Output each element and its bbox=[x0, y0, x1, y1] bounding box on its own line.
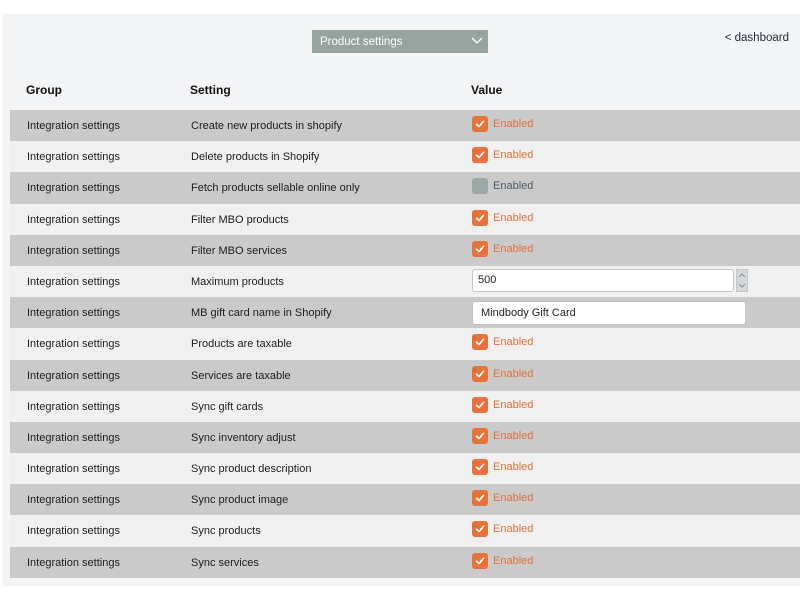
checkbox-label[interactable]: Enabled bbox=[493, 523, 534, 536]
row-group: Integration settings bbox=[27, 307, 120, 320]
checkbox-label[interactable]: Enabled bbox=[493, 180, 534, 193]
number-stepper[interactable] bbox=[736, 269, 748, 292]
table-row bbox=[10, 422, 800, 453]
row-value bbox=[472, 241, 533, 257]
table-row bbox=[10, 141, 800, 172]
checkbox-checked[interactable] bbox=[472, 459, 488, 475]
table-row bbox=[10, 266, 800, 297]
maximum-products-input[interactable] bbox=[472, 269, 734, 292]
row-group: Integration settings bbox=[27, 494, 120, 507]
checkbox-label[interactable]: Enabled bbox=[493, 149, 534, 162]
row-group: Integration settings bbox=[27, 463, 120, 476]
row-setting: Sync gift cards bbox=[191, 400, 264, 413]
checkbox-checked[interactable] bbox=[472, 334, 488, 350]
row-value bbox=[472, 521, 533, 537]
chevron-down-icon bbox=[470, 34, 484, 48]
check-icon bbox=[475, 400, 485, 410]
checkbox-checked[interactable] bbox=[472, 521, 488, 537]
check-icon bbox=[475, 493, 485, 503]
row-group: Integration settings bbox=[27, 338, 120, 351]
checkbox-checked[interactable] bbox=[472, 147, 488, 163]
dropdown-value: Product settings bbox=[320, 35, 403, 48]
check-icon bbox=[475, 431, 485, 441]
check-icon bbox=[475, 244, 485, 254]
table-row bbox=[10, 328, 800, 359]
checkbox-label[interactable]: Enabled bbox=[493, 367, 534, 380]
table-row bbox=[10, 172, 800, 203]
row-value bbox=[472, 553, 533, 569]
row-group: Integration settings bbox=[27, 120, 120, 132]
row-value bbox=[472, 366, 533, 382]
dashboard-link[interactable]: < dashboard bbox=[724, 32, 789, 44]
row-setting: Sync products bbox=[191, 525, 261, 538]
checkbox-label[interactable]: Enabled bbox=[493, 118, 534, 130]
row-setting: Delete products in Shopify bbox=[191, 151, 320, 164]
table-row bbox=[10, 453, 800, 484]
row-group: Integration settings bbox=[27, 431, 120, 444]
row-value bbox=[472, 397, 533, 413]
checkbox-checked[interactable] bbox=[472, 210, 488, 226]
row-setting: Services are taxable bbox=[191, 369, 291, 382]
column-header-group: Group bbox=[26, 83, 62, 97]
table-row bbox=[10, 547, 800, 578]
checkbox-label[interactable]: Enabled bbox=[493, 336, 534, 349]
row-value bbox=[472, 490, 533, 506]
check-icon bbox=[475, 556, 485, 566]
row-value bbox=[472, 334, 533, 350]
row-group: Integration settings bbox=[27, 151, 120, 164]
checkbox-label[interactable]: Enabled bbox=[493, 554, 534, 567]
checkbox-label[interactable]: Enabled bbox=[493, 429, 534, 442]
checkbox-label[interactable]: Enabled bbox=[493, 492, 534, 505]
row-setting: Maximum products bbox=[191, 275, 284, 288]
table-row bbox=[10, 391, 800, 422]
table-row bbox=[10, 360, 800, 391]
row-setting: Products are taxable bbox=[191, 338, 292, 351]
row-value bbox=[472, 116, 533, 132]
checkbox-checked[interactable] bbox=[472, 116, 488, 132]
row-setting: Filter MBO services bbox=[191, 244, 287, 257]
row-group: Integration settings bbox=[27, 213, 120, 226]
gift-card-name-input[interactable] bbox=[472, 301, 746, 325]
table-row bbox=[10, 110, 800, 141]
column-header-setting: Setting bbox=[190, 83, 231, 97]
checkbox-label[interactable]: Enabled bbox=[493, 242, 534, 255]
checkbox-label[interactable]: Enabled bbox=[493, 461, 534, 474]
table-row bbox=[10, 204, 800, 235]
row-value bbox=[472, 459, 533, 475]
row-setting: Fetch products sellable online only bbox=[191, 182, 360, 195]
settings-category-dropdown[interactable] bbox=[312, 30, 488, 53]
check-icon bbox=[475, 524, 485, 534]
checkbox-unchecked[interactable] bbox=[472, 178, 488, 194]
checkbox-label[interactable]: Enabled bbox=[493, 211, 534, 224]
chevron-down-icon[interactable] bbox=[738, 283, 746, 288]
table-header bbox=[3, 74, 800, 108]
row-group: Integration settings bbox=[27, 275, 120, 288]
row-setting: MB gift card name in Shopify bbox=[191, 307, 332, 320]
checkbox-label[interactable]: Enabled bbox=[493, 398, 534, 411]
checkbox-checked[interactable] bbox=[472, 366, 488, 382]
row-setting: Sync services bbox=[191, 556, 259, 569]
row-value bbox=[472, 147, 533, 163]
row-group: Integration settings bbox=[27, 400, 120, 413]
row-group: Integration settings bbox=[27, 244, 120, 257]
checkbox-checked[interactable] bbox=[472, 428, 488, 444]
row-value bbox=[472, 210, 533, 226]
checkbox-checked[interactable] bbox=[472, 490, 488, 506]
row-group: Integration settings bbox=[27, 369, 120, 382]
row-setting: Sync inventory adjust bbox=[191, 431, 296, 444]
checkbox-checked[interactable] bbox=[472, 553, 488, 569]
row-group: Integration settings bbox=[27, 182, 120, 195]
settings-panel bbox=[3, 14, 800, 586]
row-group: Integration settings bbox=[27, 556, 120, 569]
check-icon bbox=[475, 150, 485, 160]
check-icon bbox=[475, 462, 485, 472]
table-row bbox=[10, 515, 800, 546]
chevron-up-icon[interactable] bbox=[738, 273, 746, 278]
checkbox-checked[interactable] bbox=[472, 241, 488, 257]
row-setting: Sync product image bbox=[191, 494, 289, 507]
check-icon bbox=[475, 369, 485, 379]
check-icon bbox=[475, 119, 485, 129]
settings-table-body bbox=[10, 110, 800, 578]
table-row bbox=[10, 235, 800, 266]
row-value bbox=[472, 269, 748, 292]
check-icon bbox=[475, 213, 485, 223]
row-group: Integration settings bbox=[27, 525, 120, 538]
table-row bbox=[10, 484, 800, 515]
column-header-value: Value bbox=[471, 83, 503, 97]
row-value bbox=[472, 428, 533, 444]
header bbox=[3, 14, 800, 70]
table-row bbox=[10, 297, 800, 328]
row-setting: Sync product description bbox=[191, 463, 312, 476]
checkbox-checked[interactable] bbox=[472, 397, 488, 413]
row-setting: Create new products in shopify bbox=[191, 120, 343, 132]
check-icon bbox=[475, 337, 485, 347]
row-setting: Filter MBO products bbox=[191, 213, 289, 226]
row-value bbox=[472, 178, 533, 194]
